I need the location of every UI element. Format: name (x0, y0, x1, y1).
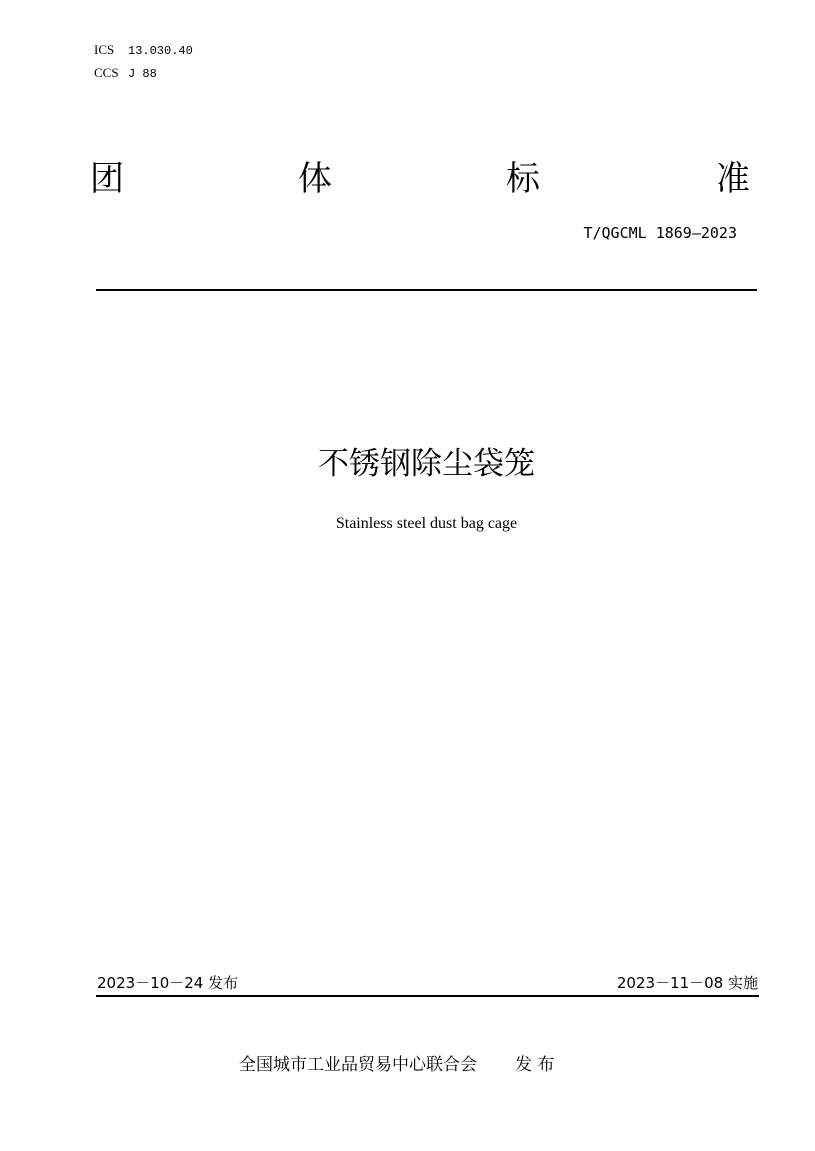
document-title-cn: 不锈钢除尘袋笼 (318, 446, 535, 482)
issuer-organization: 全国城市工业品贸易中心联合会 (239, 1055, 477, 1075)
standard-type-char-1: 团 (90, 159, 124, 199)
publish-date: 2023－10－24 发布 (97, 974, 239, 992)
document-title-en: Stainless steel dust bag cage (335, 515, 518, 532)
standard-type-char-4: 准 (716, 159, 750, 199)
standard-number: T/QGCML 1869—2023 (583, 224, 737, 242)
classification-codes (94, 39, 193, 85)
standard-type-char-2: 体 (298, 159, 332, 199)
header-divider (96, 289, 757, 291)
standard-type-heading (90, 155, 752, 203)
ics-value: 13.030.40 (128, 44, 193, 58)
ccs-value: J 88 (128, 67, 157, 81)
issuer-action: 发 布 (515, 1055, 555, 1075)
issuer-line (239, 1053, 554, 1077)
ccs-label: CCS (94, 65, 119, 80)
implement-date: 2023－11－08 实施 (616, 974, 758, 992)
ics-label: ICS (94, 42, 115, 57)
ics-line (94, 39, 193, 62)
ccs-line (94, 62, 193, 85)
standard-type-char-3: 标 (506, 159, 540, 199)
footer-divider (96, 995, 759, 997)
